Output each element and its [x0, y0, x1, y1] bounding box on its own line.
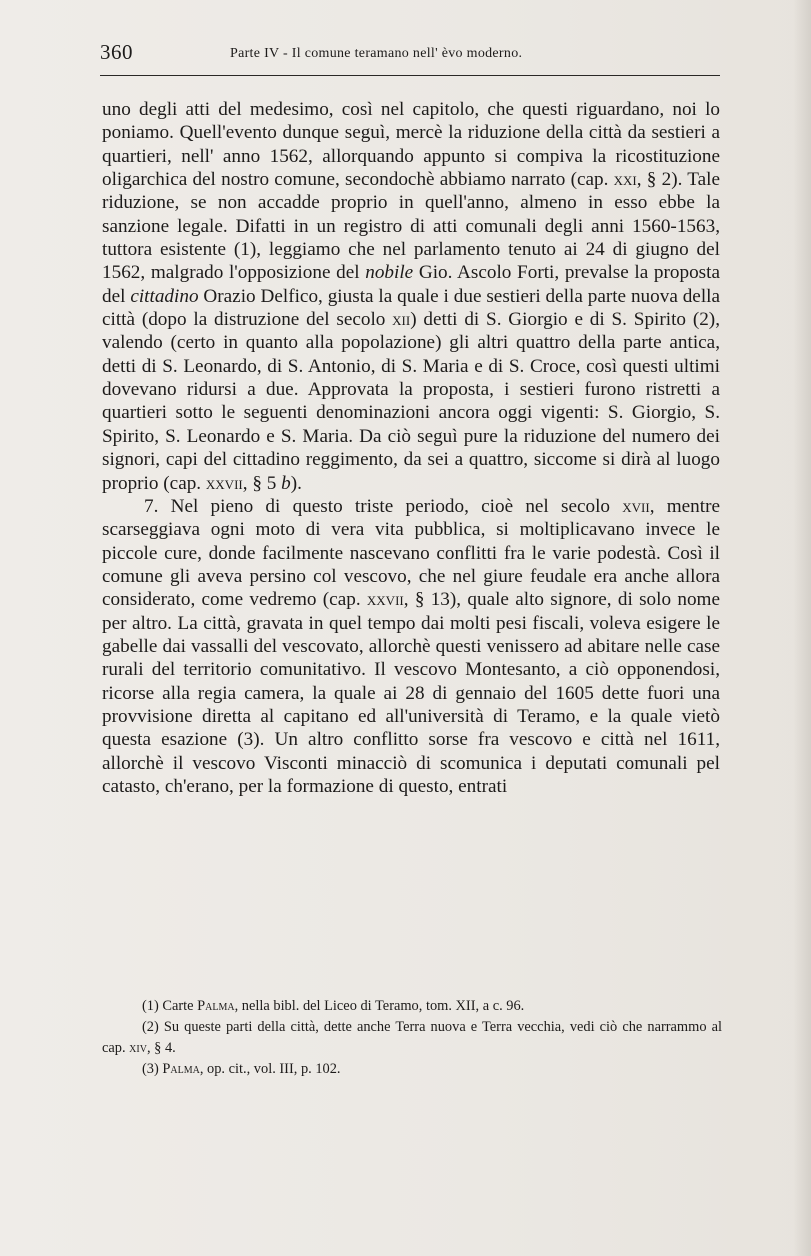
- footnote-2: (2) Su queste parti della città, dette anche Terra nuova e Terra vecchia, vedi ciò che narrammo al cap. xiv, § 4.: [102, 1019, 722, 1056]
- footnotes: [102, 996, 722, 1080]
- footnote-1: (1) Carte Palma, nella bibl. del Liceo di Teramo, tom. XII, a c. 96.: [142, 998, 525, 1014]
- page-edge-shadow: [793, 0, 811, 1256]
- running-title: Parte IV - Il comune teramano nell' èvo moderno.: [230, 46, 523, 61]
- paragraph-1: uno degli atti del medesimo, così nel capitolo, che questi riguardano, noi lo poniamo. Quell'evento dunque seguì, mercè la riduzione della città da sestieri a quartieri, nell' anno 1562, allorquando appunto si compiva la ricostituzione oligarchica del nostro comune, secondochè abbiamo narrato (cap. xxi, § 2). Tale riduzione, se non accadde proprio in quell'anno, almeno in esso ebbe la sanzione legale. Difatti in un registro di atti comunali degli anni 1560-1563, tuttora esistente (1), leggiamo che nel parlamento tenuto ai 24 di giugno del 1562, malgrado l'opposizione del nobile Gio. Ascolo Forti, prevalse la proposta del cittadino Orazio Delfico, giusta la quale i due sestieri della parte nuova della città (dopo la distruzione del secolo xii) detti di S. Giorgio e di S. Spirito (2), valendo (certo in quanto alla popolazione) gli altri quattro della parte antica, detti di S. Leonardo, di S. Antonio, di S. Maria e di S. Croce, così questi ultimi dovevano ridursi a due. Approvata la proposta, i sestieri furono ristretti a quartieri sotto le seguenti denominazioni ancora oggi vigenti: S. Giorgio, S. Spirito, S. Leonardo e S. Maria. Da ciò seguì pure la riduzione del numero dei signori, capi del cittadino reggimento, da sei a quattro, siccome si dirà al luogo proprio (cap. xxvii, § 5 b).: [102, 99, 720, 494]
- body-text: [102, 98, 720, 798]
- page-number: 360: [100, 40, 133, 64]
- footnote-3: (3) Palma, op. cit., vol. III, p. 102.: [142, 1061, 341, 1077]
- header-rule: [100, 75, 720, 76]
- page-header: [100, 36, 720, 76]
- paragraph-2: 7. Nel pieno di questo triste periodo, cioè nel secolo xvii, mentre scarseggiava ogni moto di vera vita pubblica, si moltiplicavano invece le piccole cure, donde facilmente nascevano conflitti fra le varie podestà. Così il comune gli aveva persino col vescovo, che nel giure feudale era anche allora considerato, come vedremo (cap. xxvii, § 13), quale alto signore, di solo nome per altro. La città, gravata in quel tempo dai molti pesi fiscali, voleva esigere le gabelle dai vassalli del vescovato, allorchè questi venissero ad abitare nelle case rurali del territorio comunitativo. Il vescovo Montesanto, a ciò opponendosi, ricorse alla regia camera, la quale ai 28 di gennaio del 1605 dette fuori una provvisione diretta al capitano ed all'università di Teramo, e la quale vietò questa esazione (3). Un altro conflitto sorse fra vescovo e città nel 1611, allorchè il vescovo Visconti minacciò di scomunica i deputati comunali pel catasto, ch'erano, per la formazione di questo, entrati: [102, 495, 720, 797]
